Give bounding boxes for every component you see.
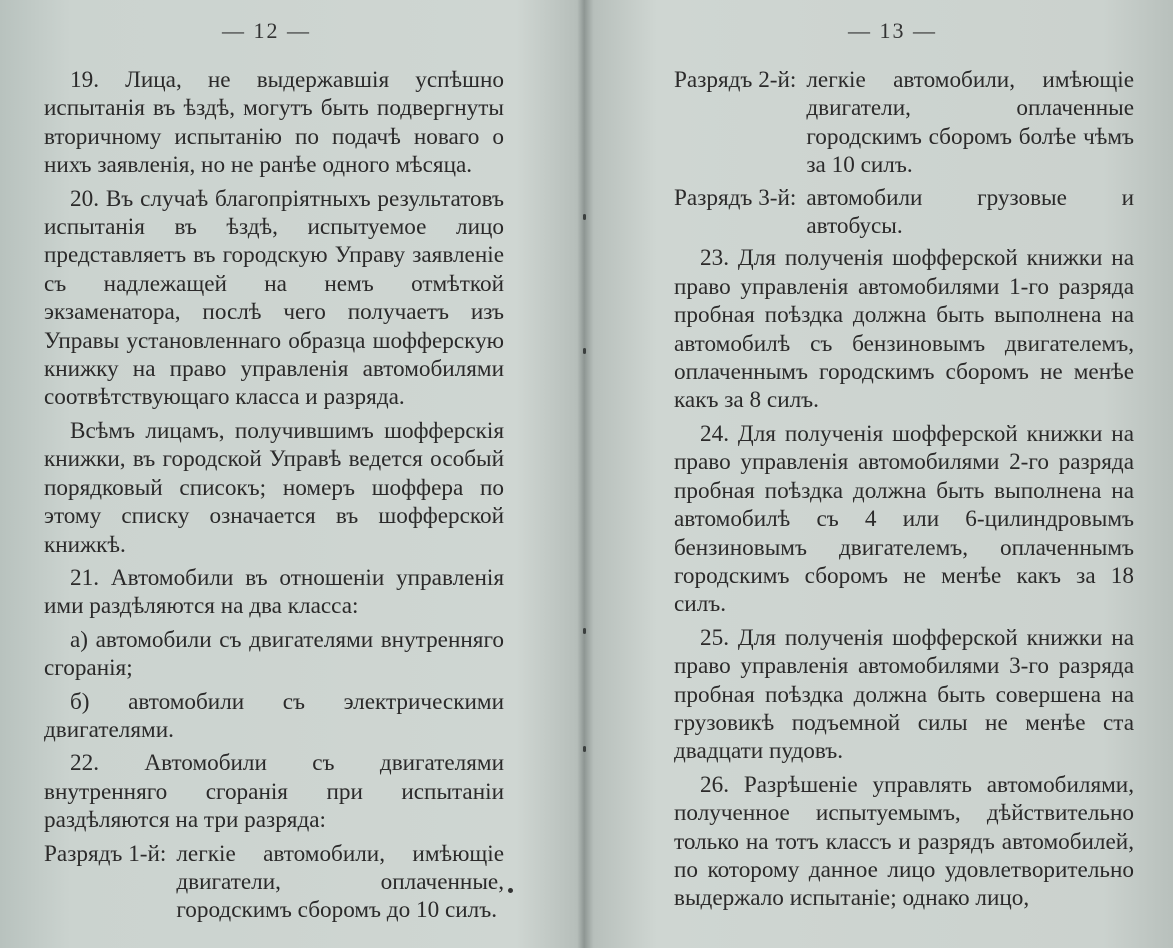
paragraph-22: 22. Автомобили съ двигателями внутренняго сгоранія при испытаніи раздѣляются на три разряда: <box>44 750 504 834</box>
binding-stitch <box>583 348 586 354</box>
left-page <box>0 0 585 948</box>
paragraph-23: 23. Для полученія шофферской книжки на право управленія автомобилями 1-го разряда пробная поѣздка должна быть выполнена на автомобилѣ съ бензиновымъ двигателемъ, оплаченнымъ городскимъ сборомъ не менѣе какъ за 8 силъ. <box>674 245 1134 414</box>
grade-1-label: Разрядъ 1-й: <box>44 840 167 867</box>
page-number-left: — 12 — <box>222 18 311 43</box>
right-page-text <box>674 66 1134 918</box>
paragraph-registry: Всѣмъ лицамъ, получившимъ шофферскія книжки, въ городской Управѣ ведется особый порядковый списокъ; номеръ шоффера по этому списку означается въ шофферской книжкѣ. <box>44 417 504 558</box>
paragraph-21: 21. Автомобили въ отношеніи управленія ими раздѣляются на два класса: <box>44 564 504 620</box>
grade-2-label: Разрядъ 2-й: <box>674 67 797 93</box>
grade-1 <box>44 840 504 925</box>
right-page <box>590 0 1173 948</box>
grade-3 <box>674 184 1134 241</box>
paragraph-26: 26. Разрѣшеніе управлять автомобилями, полученное испытуемымъ, дѣйствительно только на тотъ классъ и разрядъ автомобилей, по которому данное лицо удовлетворительно выдержало испытаніе; однако лицо, <box>674 771 1134 912</box>
binding-stitch <box>583 746 586 752</box>
binding-stitch <box>583 628 586 634</box>
grade-2-text: легкіе автомобили, имѣющіе двигатели, оплаченные городскимъ сборомъ болѣе чѣмъ за 10 силъ. <box>806 67 1134 179</box>
paragraph-19: 19. Лица, не выдержавшія успѣшно испытанія въ ѣздѣ, могутъ быть подвергнуты вторичному испытанію по подачѣ новаго о нихъ заявленія, но не ранѣе одного мѣсяца. <box>44 67 504 179</box>
left-page-text <box>44 66 504 929</box>
paragraph-24: 24. Для полученія шофферской книжки на право управленія автомобилями 2-го разряда пробная поѣздка должна быть выполнена на автомобилѣ съ 4 или 6-цилиндровымъ бензиновымъ двигателемъ, оплаченнымъ городскимъ сборомъ не менѣе какъ за 18 силъ. <box>674 420 1134 618</box>
grade-2 <box>674 66 1134 180</box>
binding-stitch <box>583 214 586 220</box>
paragraph-20: 20. Въ случаѣ благопріятныхъ результатовъ испытанія въ ѣздѣ, испытуемое лицо представляетъ въ городскую Управу заявленіе съ надлежащей на немъ отмѣткой экзаменатора, послѣ чего получаетъ изъ Управы установленнаго образца шофферскую книжку на право управленія автомобилями соотвѣтствующаго класса и разряда. <box>44 185 504 411</box>
grade-1-text: легкіе автомобили, имѣющіе двигатели, оплаченные, городскимъ сборомъ до 10 силъ. <box>176 840 504 924</box>
paragraph-25: 25. Для полученія шофферской книжки на право управленія автомобилями 3-го разряда пробная поѣздка должна быть совершена на грузовикѣ подъемной силы не менѣе ста двадцати пудовъ. <box>674 624 1134 765</box>
ink-speck <box>508 888 513 893</box>
page-number-right: — 13 — <box>848 18 937 43</box>
class-a-item: а) автомобили съ двигателями внутренняго сгоранія; <box>44 626 504 682</box>
grade-3-label: Разрядъ 3-й: <box>674 184 797 211</box>
class-b-item: б) автомобили съ электрическими двигателями. <box>44 688 504 743</box>
grade-3-text: автомобили грузовые и автобусы. <box>806 184 1134 240</box>
